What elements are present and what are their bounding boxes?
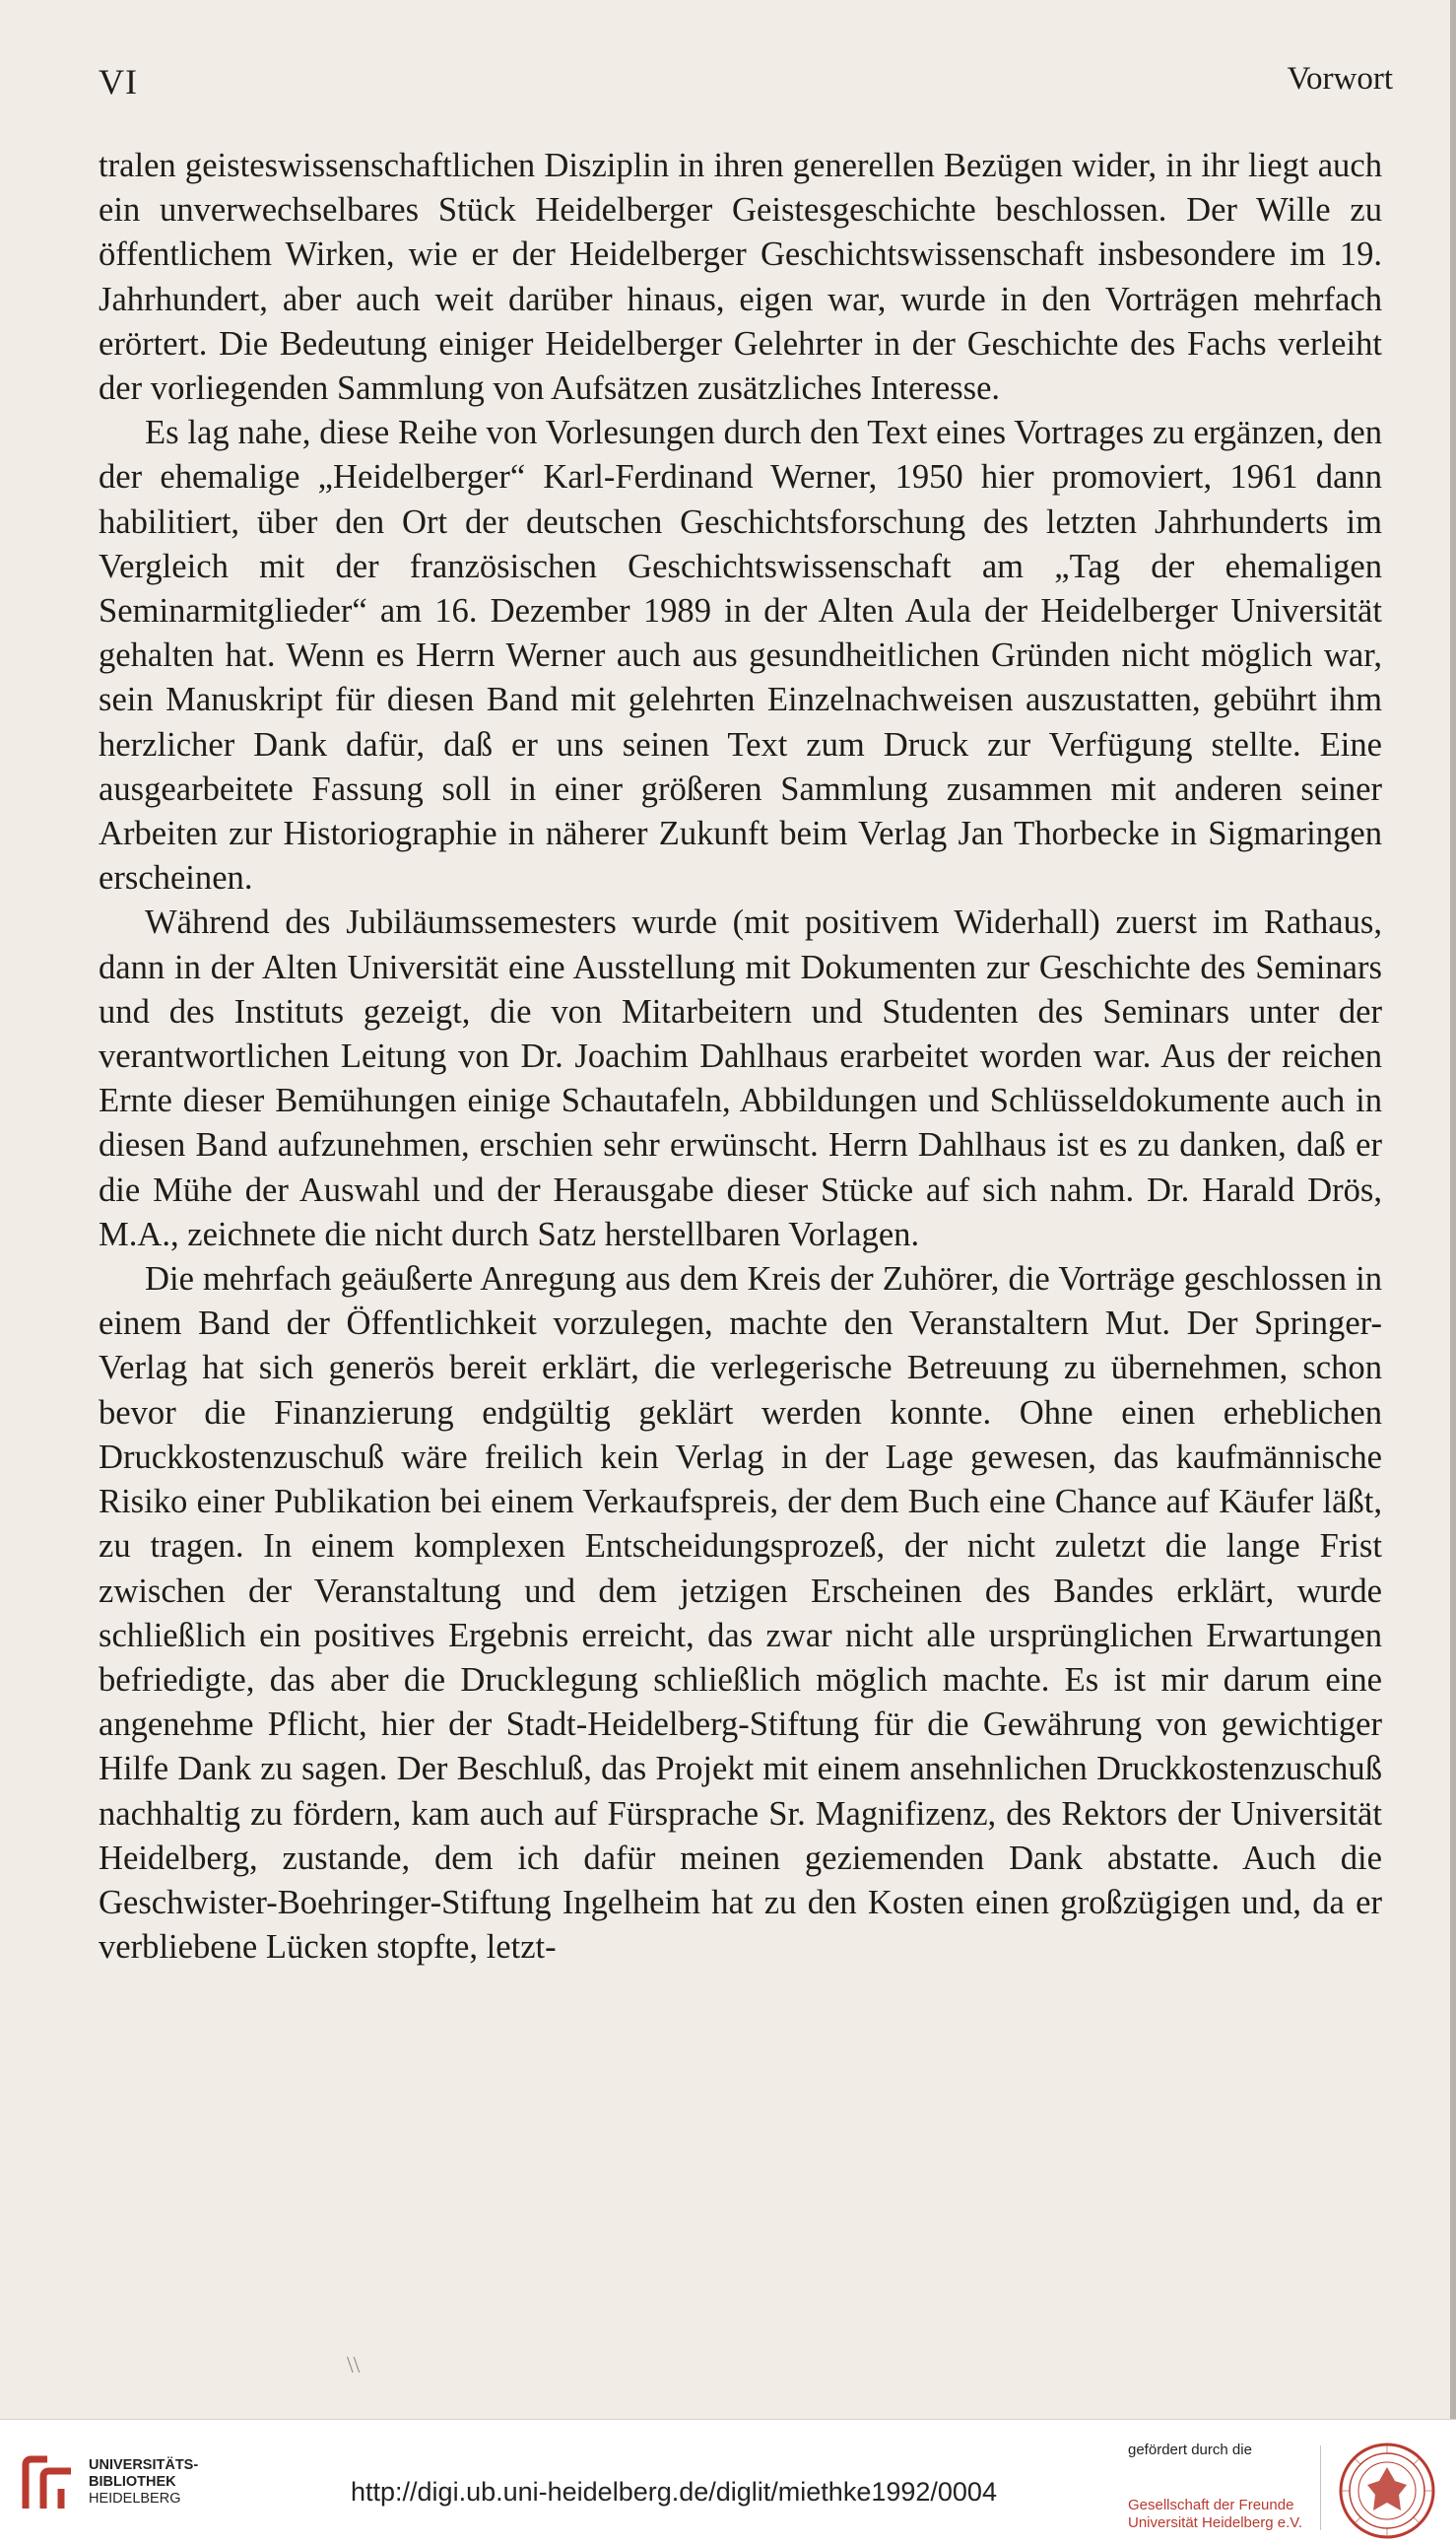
paragraph-2: Es lag nahe, diese Reihe von Vorlesungen durch den Text eines Vortrages zu ergänzen, den der ehemalige „Heidelberger“ Karl-Ferdinand Werner, 1950 hier promoviert, 1961 dann habilitiert, über den Ort der deutschen Geschichtsforschung des letzten Jahrhunderts im Vergleich mit der französischen Geschichtswissenschaft am „Tag der ehemaligen Seminarmitglieder“ am 16. Dezember 1989 in der Alten Aula der Heidelberger Universität gehalten hat. Wenn es Herrn Werner auch aus gesundheitlichen Gründen nicht möglich war, sein Manuskript für diesen Band mit gelehrten Einzelnachweisen auszustatten, gebührt ihm herzlicher Dank dafür, daß er uns seinen Text zum Druck zur Verfügung stellte. Eine ausgearbeitete Fassung soll in einer größeren Sammlung zusammen mit anderen seiner Arbeiten zur Historiographie in näherer Zukunft beim Verlag Jan Thorbecke in Sigmaringen erscheinen. [99,414,1382,898]
ub-heidelberg-logo-icon [14,2451,83,2520]
section-title: Vorwort [1287,61,1393,97]
sponsor-name-line-2: Universität Heidelberg e.V. [1128,2514,1303,2531]
paragraph-4: Die mehrfach geäußerte Anregung aus dem Kreis der Zuhörer, die Vorträge geschlossen in einem Band der Öffentlichkeit vorzulegen, machte den Veranstaltern Mut. Der Springer-Verlag hat sich generös bereit erklärt, die verlegerische Betreuung zu übernehmen, schon bevor die Finanzierung endgültig geklärt werden konnte. Ohne einen erheblichen Druckkostenzuschuß wäre freilich kein Verlag in der Lage gewesen, das kaufmännische Risiko einer Publikation bei einem Verkaufspreis, der dem Buch eine Chance auf Käufer läßt, zu tragen. In einem komplexen Entscheidungsprozeß, der nicht zuletzt die lange Frist zwischen der Veranstaltung und dem jetzigen Erscheinen des Bandes erklärt, wurde schließlich ein positives Ergebnis erreicht, das zwar nicht alle ursprünglichen Erwartungen befriedigte, das aber die Drucklegung schließlich möglich machte. Es ist mir darum eine angenehme Pflicht, hier der Stadt-Heidelberg-Stiftung für die Gewährung von gewichtiger Hilfe Dank zu sagen. Der Beschluß, das Projekt mit einem ansehnlichen Druckkostenzuschuß nachhaltig zu fördern, kam auch auf Fürsprache Sr. Magnifizenz, des Rektors der Universität Heidelberg, zustande, dem ich dafür meinen geziemenden Dank abstatte. Auch die Geschwister-Boehringer-Stiftung Ingelheim hat zu den Kosten einen großzügigen und, da er verbliebene Lücken stopfte, letzt- [99,1260,1382,1967]
sponsor-name [1128,2497,1302,2532]
running-head [99,61,1393,110]
body-text [99,144,1382,1970]
digitization-footer [0,2419,1456,2543]
library-name-line-3: HEIDELBERG [89,2491,181,2507]
page-number: VI [99,62,138,101]
paragraph-1: tralen geisteswissenschaftlichen Disziplin in ihren generellen Bezügen wider, in ihr liegt auch ein unverwechselbares Stück Heidelberger Geistesgeschichte beschlossen. Der Wille zu öffentlichem Wirken, wie er der Heidelberger Geschichtswissenschaft insbesondere im 19. Jahrhundert, aber auch weit darüber hinaus, eigen war, wurde in den Vorträgen mehrfach erörtert. Die Bedeutung einiger Heidelberger Gelehrter in der Geschichte des Fachs verleiht der vorliegenden Sammlung von Aufsätzen zusätzliches Interesse. [99,147,1382,408]
permalink-url[interactable]: http://digi.ub.uni-heidelberg.de/diglit/miethke1992/0004 [351,2477,997,2507]
library-name-line-2: BIBLIOTHEK [89,2474,176,2490]
university-seal-icon [1338,2442,1436,2540]
library-name [89,2457,198,2508]
sponsor-divider [1320,2445,1321,2530]
paragraph-3: Während des Jubiläumssemesters wurde (mit positivem Widerhall) zuerst im Rathaus, dann in der Alten Universität eine Ausstellung mit Dokumenten zur Geschichte des Seminars und des Instituts gezeigt, die von Mitarbeitern und Studenten des Seminars unter der verantwortlichen Leitung von Dr. Joachim Dahlhaus erarbeitet worden war. Aus der reichen Ernte dieser Bemühungen einige Schautafeln, Abbildungen und Schlüsseldokumente auch in diesen Band aufzunehmen, erschien sehr erwünscht. Herrn Dahlhaus ist es zu danken, daß er die Mühe der Auswahl und der Herausgabe dieser Stücke auf sich nahm. Dr. Harald Drös, M.A., zeichnete die nicht durch Satz herstellbaren Vorlagen. [99,903,1382,1253]
stray-pencil-mark: \\ [347,2353,361,2378]
sponsor-label: gefördert durch die [1128,2442,1252,2458]
page-edge-shadow [1450,0,1456,2419]
library-name-line-1: UNIVERSITÄTS- [89,2457,199,2473]
sponsor-name-line-1: Gesellschaft der Freunde [1128,2497,1294,2513]
